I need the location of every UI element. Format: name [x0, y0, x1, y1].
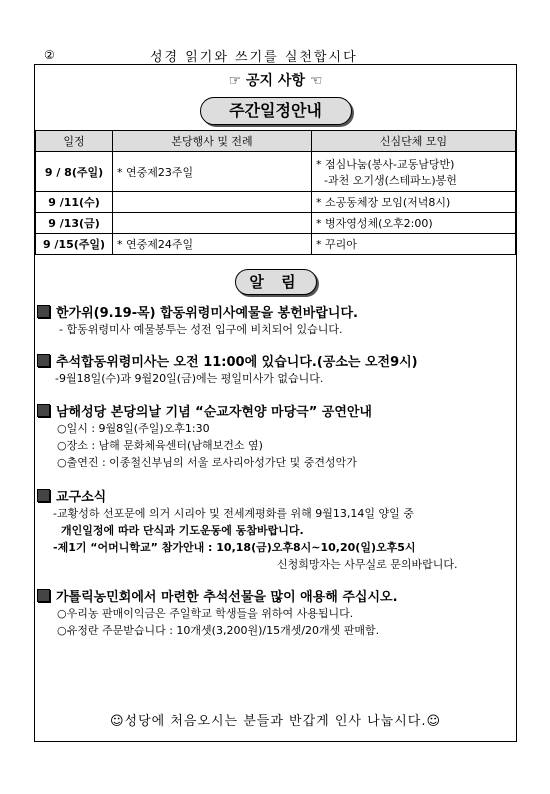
announcement-line: -제1기 “어머니학교” 참가안내 : 10,18(금)오후8시~10,20(일)오후5시	[53, 541, 416, 554]
announcement-line: ○우리농 판매이익금은 주일학교 학생들을 위하여 사용됩니다.	[57, 607, 354, 620]
announcement-line: -9월18일(수)과 9월20일(금)에는 평일미사가 없습니다.	[55, 372, 324, 385]
announcement-line: ○유정란 주문받습니다 : 10개셋(3,200원)/15개셋/20개셋 판매함.	[57, 624, 380, 637]
announcement-1	[37, 302, 512, 338]
announcement-line: ○일시 : 9월8일(주일)오후1:30	[57, 422, 210, 435]
announcement-4	[37, 486, 512, 573]
row-event: * 연중제24주일	[113, 234, 312, 255]
checkbox-bullet-icon	[37, 589, 50, 602]
row-event: * 연중제23주일	[113, 152, 312, 192]
announcement-title: 추석합동위령미사는 오전 11:00에 있습니다.(공소는 오전9시)	[56, 355, 418, 370]
announcement-line: ○장소 : 남해 문화체육센터(남해보건소 옆)	[57, 439, 263, 452]
row-group	[312, 152, 516, 192]
header-group: 신심단체 모임	[312, 131, 516, 152]
row-date: 9 /15(주일)	[36, 234, 113, 255]
header-date: 일정	[36, 131, 113, 152]
checkbox-bullet-icon	[37, 404, 50, 417]
row-date: 9 /13(금)	[36, 213, 113, 234]
announcement-line: 개인일정에 따라 단식과 기도운동에 동참바랍니다.	[61, 524, 304, 537]
notice-title: ☞ 공지 사항 ☜	[228, 73, 323, 89]
announcement-line: - 합동위령미사 예물봉투는 성전 입구에 비치되어 있습니다.	[59, 323, 343, 336]
footer-greeting: ☺성당에 처음오시는 분들과 반갑게 인사 나눕시다.☺	[109, 714, 442, 729]
row-event	[113, 192, 312, 213]
page-number: ②	[44, 48, 55, 62]
schedule-table	[35, 130, 516, 255]
checkbox-bullet-icon	[37, 354, 50, 367]
bulletin-frame	[34, 64, 517, 742]
row-date: 9 /11(수)	[36, 192, 113, 213]
row-event	[113, 213, 312, 234]
motto: 성경 읽기와 쓰기를 실천합시다	[150, 50, 358, 65]
announcement-title: 가톨릭농민회에서 마련한 추석선물을 많이 애용해 주십시오.	[56, 590, 398, 605]
announcements-title: 알 림	[235, 269, 317, 295]
row-date: 9 / 8(주일)	[36, 152, 113, 192]
header-event: 본당행사 및 전례	[113, 131, 312, 152]
table-row	[36, 192, 516, 213]
weekly-schedule-title: 주간일정안내	[200, 97, 352, 125]
announcement-title: 한가위(9.19-목) 합동위령미사예물을 봉헌바랍니다.	[56, 306, 358, 321]
group-line: * 점심나눔(봉사-교동남당반)	[316, 157, 455, 171]
checkbox-bullet-icon	[37, 305, 50, 318]
announcement-title: 남해성당 본당의날 기념 “순교자현양 마당극” 공연안내	[56, 405, 372, 420]
announcement-line: -교황성하 선포문에 의거 시리아 및 전세계평화를 위해 9월13,14일 양일 중	[53, 507, 414, 520]
announcement-5	[37, 586, 512, 639]
checkbox-bullet-icon	[37, 489, 50, 502]
announcement-line: 신청희망자는 사무실로 문의바랍니다.	[277, 558, 458, 571]
table-row	[36, 234, 516, 255]
table-row	[36, 213, 516, 234]
row-group: * 병자영성체(오후2:00)	[312, 213, 516, 234]
announcement-3	[37, 401, 512, 471]
group-line: -과천 오기생(스테파노)봉헌	[324, 173, 457, 187]
announcement-line: ○출연진 : 이종철신부님의 서울 로사리아성가단 및 중견성악가	[57, 456, 357, 469]
table-row	[36, 152, 516, 192]
announcement-title: 교구소식	[56, 490, 107, 505]
announcement-2	[37, 351, 512, 387]
row-group: * 꾸리아	[312, 234, 516, 255]
schedule-header-row	[36, 131, 516, 152]
row-group: * 소공동체장 모임(저녁8시)	[312, 192, 516, 213]
